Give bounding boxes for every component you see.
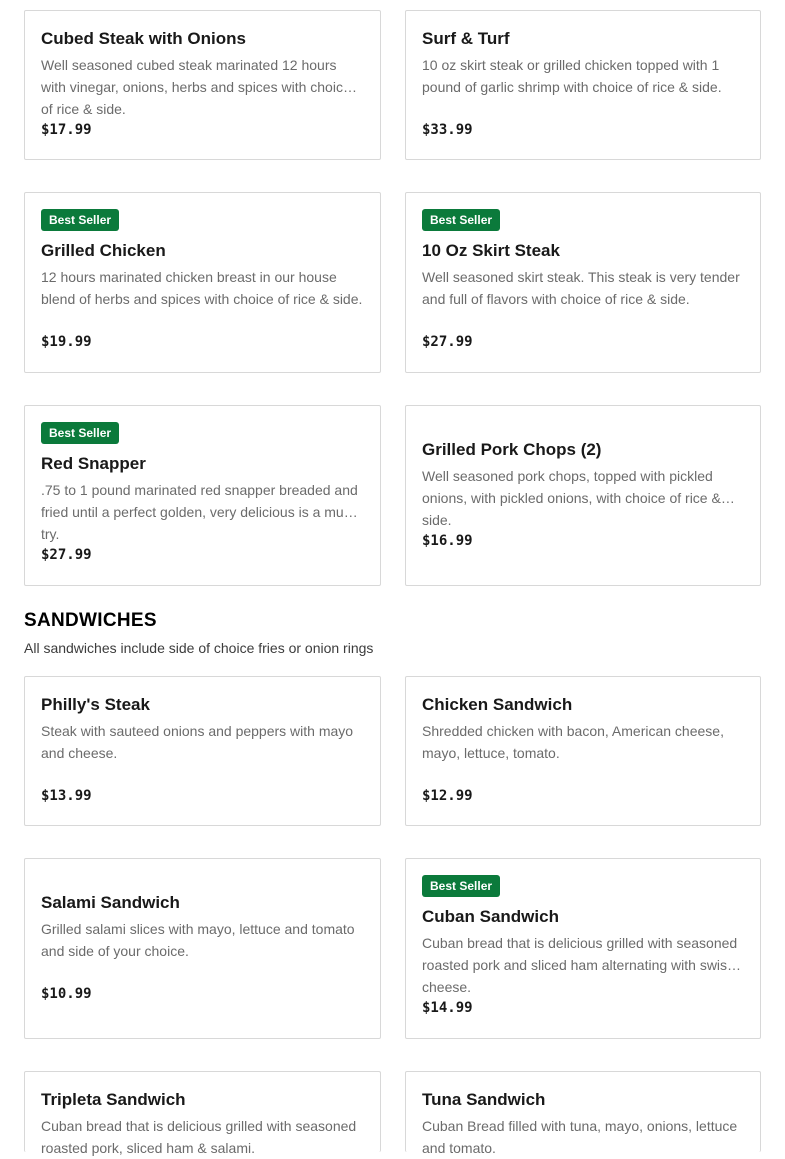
menu-item-card[interactable] [24, 10, 381, 160]
item-name: Chicken Sandwich [422, 695, 573, 714]
item-description: Shredded chicken with bacon, American cheese, mayo, lettuce, tomato. [422, 723, 724, 761]
item-description: 12 hours marinated chicken breast in our house blend of herbs and spices with choice of rice & side. [41, 269, 363, 307]
item-name: Cubed Steak with Onions [41, 29, 246, 48]
item-name: Tripleta Sandwich [41, 1090, 186, 1109]
best-seller-badge: Best Seller [422, 875, 500, 897]
item-description: Grilled salami slices with mayo, lettuce and tomato and side of your choice. [41, 921, 355, 959]
best-seller-badge: Best Seller [41, 209, 119, 231]
item-price: $19.99 [41, 334, 92, 350]
item-name: Salami Sandwich [41, 893, 180, 912]
item-description: Steak with sauteed onions and peppers with mayo and cheese. [41, 723, 354, 761]
menu-item-card[interactable] [405, 405, 761, 586]
item-name: Cuban Sandwich [422, 907, 559, 926]
section-subtitle: All sandwiches include side of choice fries or onion rings [24, 640, 374, 656]
item-description: .75 to 1 pound marinated red snapper breaded and fried until a perfect golden, very delicious is a must try. [41, 482, 358, 542]
item-description: Well seasoned pork chops, topped with pickled onions, with pickled onions, with choice of rice & side. [422, 468, 721, 528]
item-name: Grilled Chicken [41, 241, 166, 260]
item-description: Cuban Bread filled with tuna, mayo, onions, lettuce and tomato. [422, 1118, 738, 1156]
item-price: $16.99 [422, 533, 473, 549]
item-price: $27.99 [422, 334, 473, 350]
menu-item-card[interactable] [24, 192, 381, 373]
best-seller-badge: Best Seller [422, 209, 500, 231]
item-name: Philly's Steak [41, 695, 150, 714]
menu-item-card[interactable] [24, 405, 381, 586]
item-price: $17.99 [41, 122, 92, 138]
item-description: Cuban bread that is delicious grilled with seasoned roasted pork, sliced ham & salami. [41, 1118, 357, 1156]
item-price: $10.99 [41, 986, 92, 1002]
item-name: 10 Oz Skirt Steak [422, 241, 560, 260]
item-name: Surf & Turf [422, 29, 510, 48]
menu-item-card[interactable] [405, 192, 761, 373]
item-description: Well seasoned cubed steak marinated 12 hours with vinegar, onions, herbs and spices with choice of rice & side. [41, 57, 351, 117]
menu-item-card[interactable] [405, 10, 761, 160]
item-name: Grilled Pork Chops (2) [422, 440, 602, 459]
section-title: SANDWICHES [24, 610, 157, 631]
item-price: $27.99 [41, 547, 92, 563]
item-description: Cuban bread that is delicious grilled with seasoned roasted pork and sliced ham alternating with swiss cheese. [422, 935, 738, 995]
menu-item-card[interactable] [24, 676, 381, 826]
item-description: Well seasoned skirt steak. This steak is very tender and full of flavors with choice of rice & side. [422, 269, 740, 307]
menu-item-card[interactable] [405, 676, 761, 826]
best-seller-badge: Best Seller [41, 422, 119, 444]
item-price: $12.99 [422, 788, 473, 804]
menu-item-card[interactable] [24, 1071, 381, 1156]
item-price: $14.99 [422, 1000, 473, 1016]
item-price: $13.99 [41, 788, 92, 804]
item-name: Red Snapper [41, 454, 146, 473]
item-description: 10 oz skirt steak or grilled chicken topped with 1 pound of garlic shrimp with choice of rice & side. [422, 57, 722, 95]
menu-item-card[interactable] [405, 858, 761, 1039]
item-name: Tuna Sandwich [422, 1090, 546, 1109]
menu-item-card[interactable] [405, 1071, 761, 1156]
item-price: $33.99 [422, 122, 473, 138]
menu-item-card[interactable] [24, 858, 381, 1039]
